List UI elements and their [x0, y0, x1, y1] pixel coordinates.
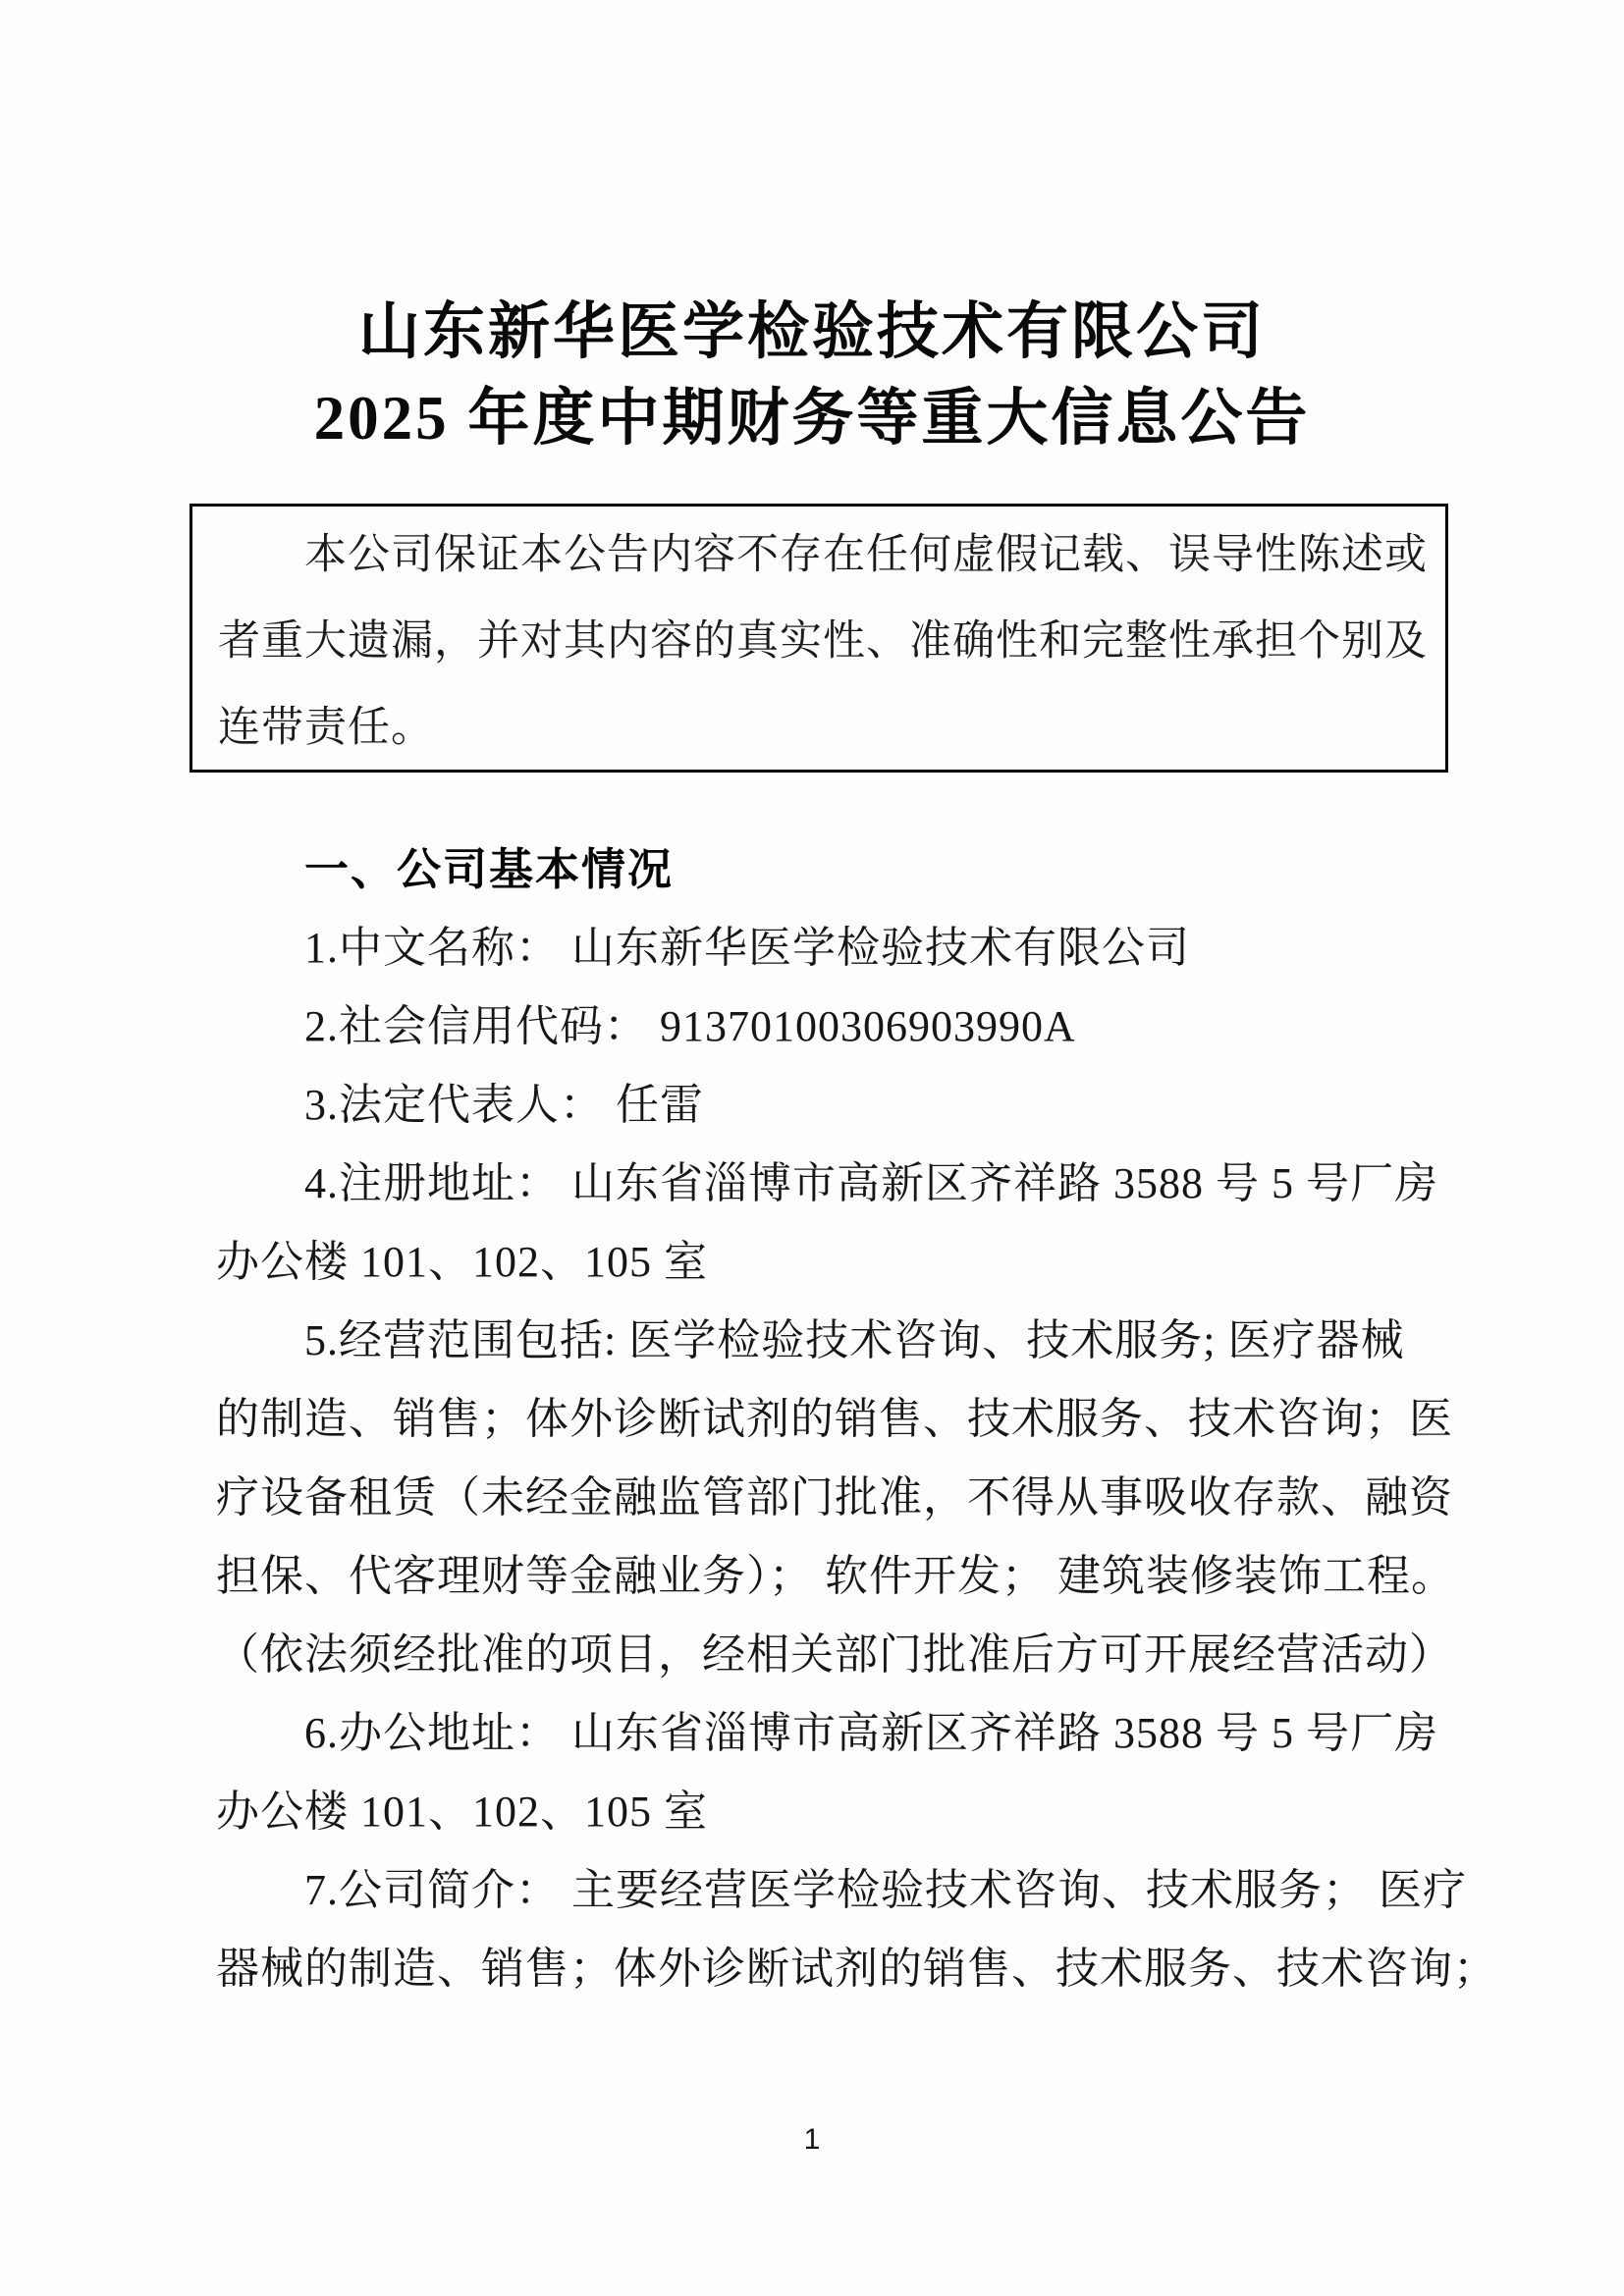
- body-line: 5.经营范围包括: 医学检验技术咨询、技术服务; 医疗器械: [304, 1316, 1405, 1364]
- body-line: 担保、代客理财等金融业务）； 软件开发； 建筑装修装饰工程。: [216, 1552, 1455, 1600]
- body-line: 7.公司简介： 主要经营医学检验技术咨询、技术服务； 医疗: [304, 1866, 1467, 1914]
- body-line: 1.中文名称： 山东新华医学检验技术有限公司: [304, 924, 1190, 972]
- disclaimer-line: 连带责任。: [218, 705, 434, 751]
- disclaimer-line: 者重大遗漏，并对其内容的真实性、准确性和完整性承担个别及: [218, 618, 1428, 665]
- body-line: 器械的制造、销售；体外诊断试剂的销售、技术服务、技术咨询；: [216, 1945, 1497, 1993]
- body-line: 办公楼 101、102、105 室: [216, 1238, 708, 1286]
- body-line: 办公楼 101、102、105 室: [216, 1788, 708, 1836]
- body-line: （依法须经批准的项目，经相关部门批准后方可开展经营活动）: [216, 1630, 1453, 1679]
- page-number: 1: [803, 2123, 821, 2156]
- disclaimer-line: 本公司保证本公告内容不存在任何虚假记载、误导性陈述或: [304, 532, 1428, 578]
- body-line: 4.注册地址： 山东省淄博市高新区齐祥路 3588 号 5 号厂房: [304, 1159, 1438, 1207]
- body-line: 6.办公地址： 山东省淄博市高新区齐祥路 3588 号 5 号厂房: [304, 1709, 1438, 1757]
- document-title: [0, 289, 1624, 461]
- body-line: 的制造、销售；体外诊断试剂的销售、技术服务、技术咨询；医: [216, 1395, 1453, 1443]
- body-line: 2.社会信用代码： 91370100306903990A: [304, 1002, 1076, 1050]
- disclaimer-box: [189, 504, 1448, 773]
- title-line-2: 2025 年度中期财务等重大信息公告: [313, 384, 1311, 453]
- body-line: 疗设备租赁（未经金融监管部门批准，不得从事吸收存款、融资: [216, 1473, 1453, 1522]
- body-line: 3.法定代表人： 任雷: [304, 1081, 704, 1129]
- section-heading: 一、公司基本情况: [304, 844, 675, 894]
- document-body: [216, 830, 1497, 2008]
- title-line-1: 山东新华医学检验技术有限公司: [358, 297, 1266, 366]
